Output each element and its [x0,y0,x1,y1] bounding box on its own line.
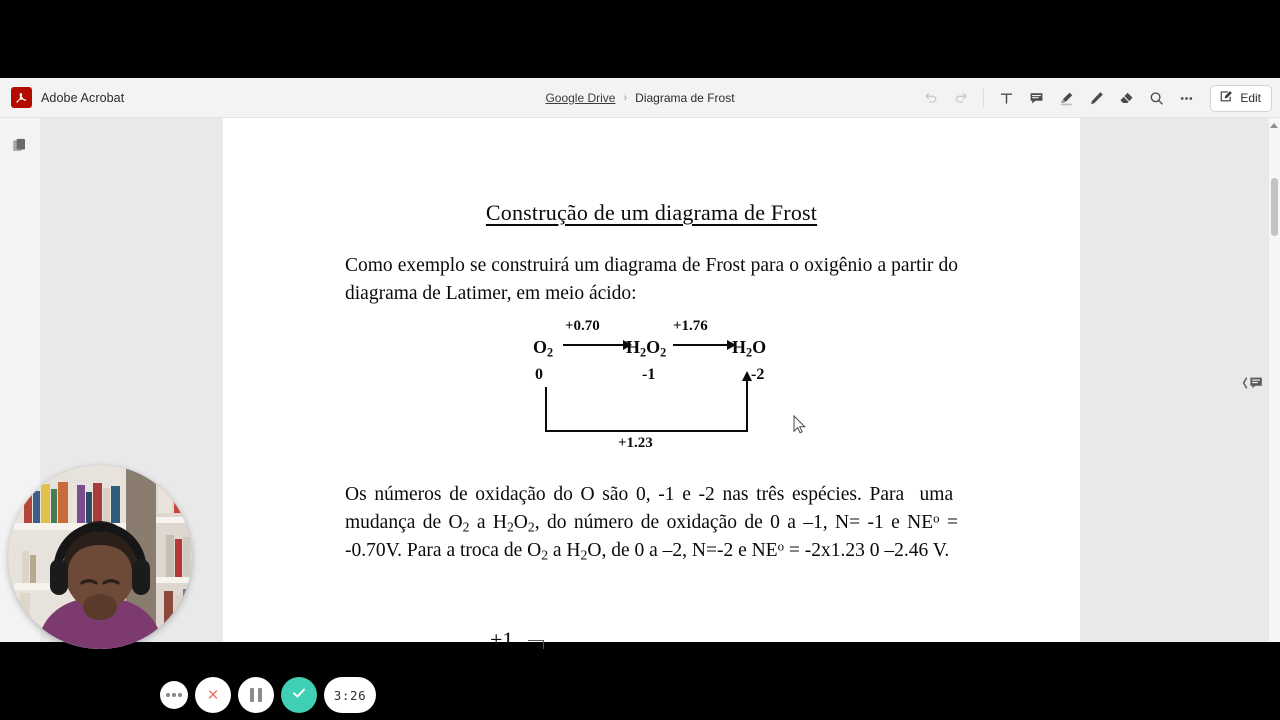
mouse-cursor [793,415,807,440]
breadcrumb-parent-link[interactable]: Google Drive [545,91,616,105]
app-header-bar [0,78,1280,118]
letterbox-top [0,0,1280,78]
webcam-bubble[interactable] [8,465,192,649]
pdf-page-content [223,118,1080,565]
recorder-pause-button[interactable] [238,677,274,713]
latimer-overall-right-stem [746,381,748,431]
pause-icon [250,688,261,702]
paragraph-body-line-1: Os números de oxidação do O são 0, -1 e -2 nas três espécies. Para uma mudança de $O_2$ a $H_2O_2$, do número de oxidação de 0 a –1, N= -1 e $NE^o = -0.70V$. Para a troca de $O_2$ a $H_2O$, de 0 a –2, N=-2 e $NE^o = -2x1.23$ 0 –2.46 V. [345,484,958,563]
latimer-oxidation-minus2: -2 [751,366,765,384]
latimer-oxidation-minus1: -1 [642,366,656,384]
latimer-potential-step-1: +0.70 [565,318,600,335]
more-options-icon [166,693,181,696]
latimer-species-h2o: $H_2O$ [732,337,767,360]
app-name-label: Adobe Acrobat [41,90,125,105]
recorder-more-button[interactable] [160,681,188,709]
editing-toolbar [917,78,1272,118]
next-section-bracket [528,640,544,649]
latimer-arrow-1-line [563,344,625,346]
latimer-species-h2o2: $H_2O_2$ [626,337,667,360]
more-options-icon[interactable] [1172,84,1200,112]
edit-pencil-icon [1219,89,1234,107]
breadcrumb-separator-icon: › [623,92,628,104]
recorder-finish-button[interactable] [281,677,317,713]
adobe-acrobat-logo-icon [11,87,32,108]
edit-button-label: Edit [1240,91,1261,105]
latimer-diagram [223,319,1080,459]
next-section-text: +1 [490,627,514,652]
redo-icon[interactable] [947,84,975,112]
vertical-scrollbar[interactable] [1269,118,1280,642]
pdf-page[interactable] [223,118,1080,652]
latimer-species-o2-subscript: 2 [547,345,554,360]
add-text-icon[interactable] [992,84,1020,112]
latimer-oxidation-0: 0 [535,366,543,384]
close-icon: × [207,684,219,706]
comment-panel-icon[interactable] [1240,371,1266,395]
recorder-timer: 3:26 [324,677,376,713]
latimer-potential-overall: +1.23 [618,435,653,452]
pen-icon[interactable] [1082,84,1110,112]
app-window [0,78,1280,706]
scrollbar-thumb[interactable] [1271,178,1278,236]
pages-icon[interactable] [9,135,31,157]
recorder-cancel-button[interactable] [195,677,231,713]
edit-button[interactable] [1210,85,1272,112]
latimer-overall-left-stem [545,387,547,432]
search-icon[interactable] [1142,84,1170,112]
app-brand [0,87,300,108]
latimer-species-o2: $O_2$ [533,337,554,360]
h2o2-sub-2: 2 [660,345,667,360]
latimer-potential-step-2: +1.76 [673,318,708,335]
checkmark-icon [290,684,308,707]
paragraph-body [345,481,958,564]
recorder-controls [160,677,376,713]
paragraph-intro: Como exemplo se construirá um diagrama de Frost para o oxigênio a partir do diagrama de Latimer, em meio ácido: [345,255,958,304]
h2o2-sub-1: 2 [640,345,647,360]
eraser-icon[interactable] [1112,84,1140,112]
highlighter-icon[interactable] [1052,84,1080,112]
breadcrumb-current-document: Diagrama de Frost [635,91,735,105]
undo-icon[interactable] [917,84,945,112]
document-viewer [0,118,1280,652]
latimer-overall-arrow-head [742,371,752,381]
toolbar-divider [983,89,984,107]
latimer-arrow-2-line [673,344,729,346]
scroll-up-caret-icon[interactable] [1270,123,1278,128]
page-title: Construção de um diagrama de Frost [485,200,818,225]
h2o-sub-1: 2 [746,345,753,360]
comment-icon[interactable] [1022,84,1050,112]
latimer-overall-baseline [545,430,748,432]
